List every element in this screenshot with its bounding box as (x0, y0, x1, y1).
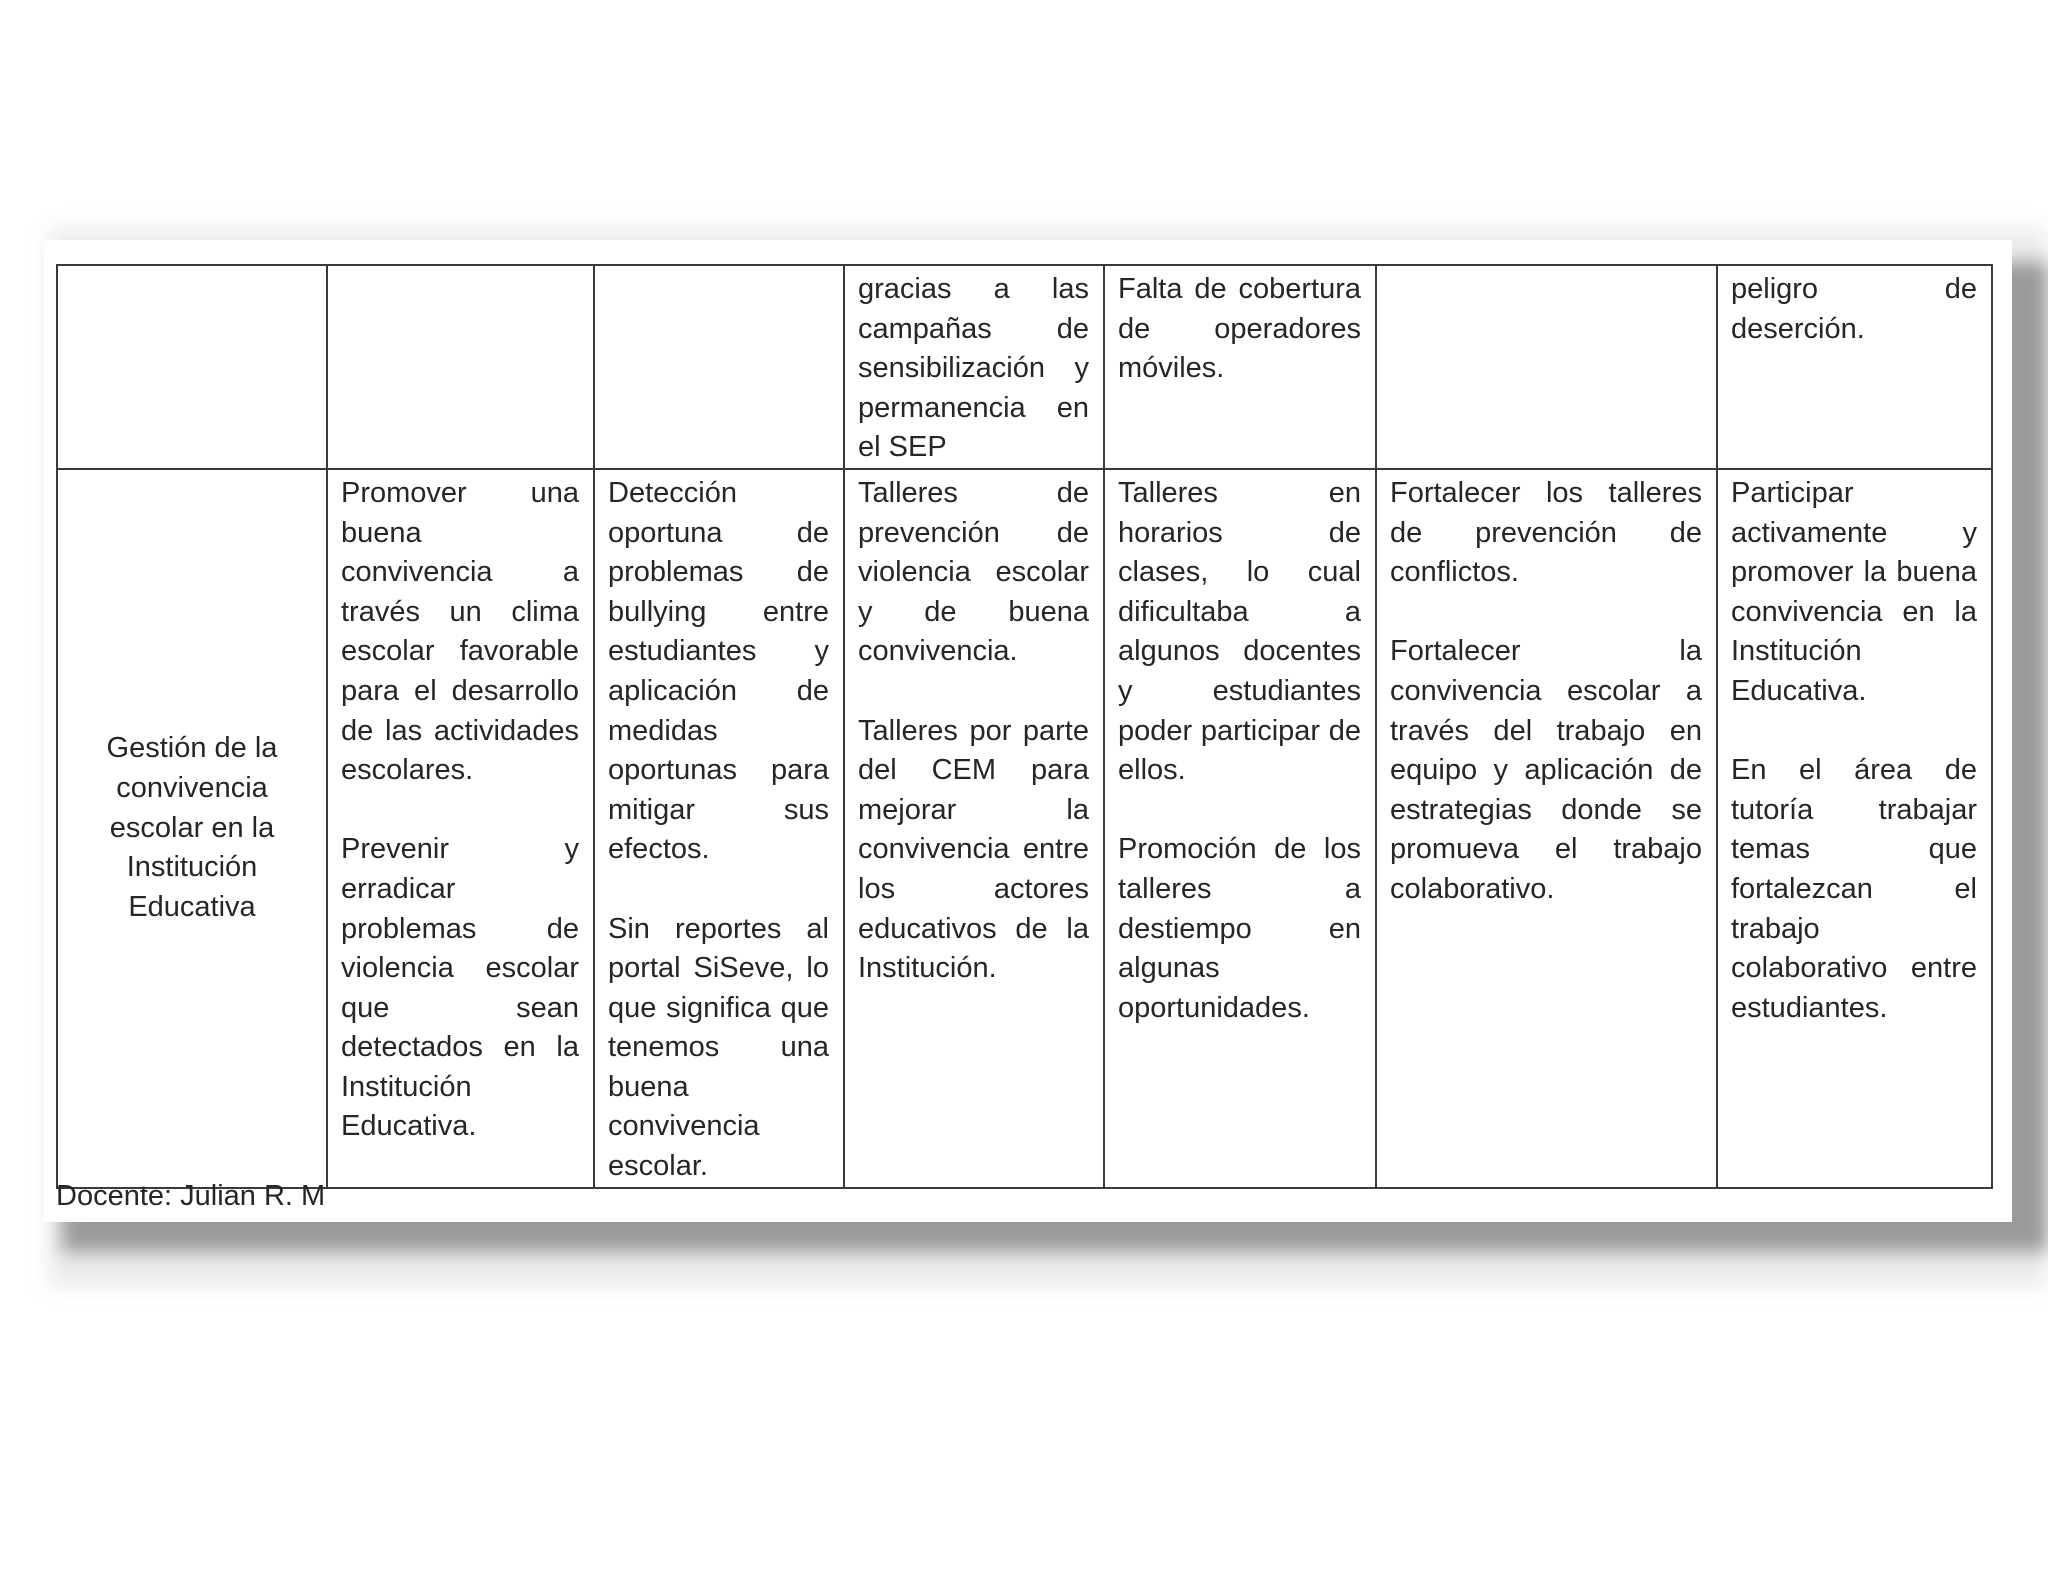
cell-text: Participar activamente y promover la buena convivencia en la Institución Educativa. (1731, 476, 1977, 707)
table-cell (1376, 265, 1717, 469)
cell-text: Talleres por parte del CEM para mejorar la convivencia entre los actores educativos de la Institución. (858, 714, 1089, 985)
evaluation-table (56, 264, 1993, 1189)
table-cell (1717, 469, 1992, 1188)
table-cell (844, 469, 1104, 1188)
author-footnote: Docente: Julian R. M (56, 1180, 326, 1212)
table-cell (1104, 469, 1376, 1188)
cell-text: Detección oportuna de problemas de bullying entre estudiantes y aplicación de medidas oportunas para mitigar sus efectos. (608, 476, 829, 866)
table-row-continued (57, 265, 1992, 469)
table-cell (327, 265, 594, 469)
cell-text: Promoción de los talleres a destiempo en algunas oportunidades. (1118, 833, 1361, 1024)
cell-text: gracias a las campañas de sensibilización y permanencia en el SEP (858, 273, 1089, 464)
table-cell (1717, 265, 1992, 469)
management-area-text: Gestión de la convivencia escolar en la Institución Educativa (106, 732, 278, 923)
table-row-convivencia (57, 469, 1992, 1188)
cell-text: Prevenir y erradicar problemas de violencia escolar que sean detectados en la Institución Educativa. (341, 833, 579, 1143)
table-cell (594, 265, 844, 469)
cell-text: Falta de cobertura de operadores móviles. (1118, 273, 1361, 385)
cell-text: Fortalecer los talleres de prevención de conflictos. (1390, 476, 1702, 589)
cell-text: peligro de deserción. (1731, 273, 1977, 345)
cell-text: En el área de tutoría trabajar temas que fortalezcan el trabajo colaborativo entre estudiantes. (1731, 754, 1977, 1024)
cell-text: Sin reportes al portal SiSeve, lo que significa que tenemos una buena convivencia escolar. (608, 912, 829, 1183)
cell-text: Talleres de prevención de violencia escolar y de buena convivencia. (858, 476, 1089, 668)
management-area-cell (57, 469, 327, 1188)
table-cell (327, 469, 594, 1188)
table-cell (594, 469, 844, 1188)
cell-text: Talleres en horarios de clases, lo cual dificultaba a algunos docentes y estudiantes poder participar de ellos. (1118, 476, 1361, 787)
cell-text: Promover una buena convivencia a través un clima escolar favorable para el desarrollo de las actividades escolares. (341, 476, 579, 787)
document-page (44, 240, 2012, 1222)
cell-text: Fortalecer la convivencia escolar a través del trabajo en equipo y aplicación de estrategias donde se promueva el trabajo colaborativo. (1390, 635, 1702, 905)
table-cell (57, 265, 327, 469)
table-cell (1104, 265, 1376, 469)
table-cell (1376, 469, 1717, 1188)
table-cell (844, 265, 1104, 469)
